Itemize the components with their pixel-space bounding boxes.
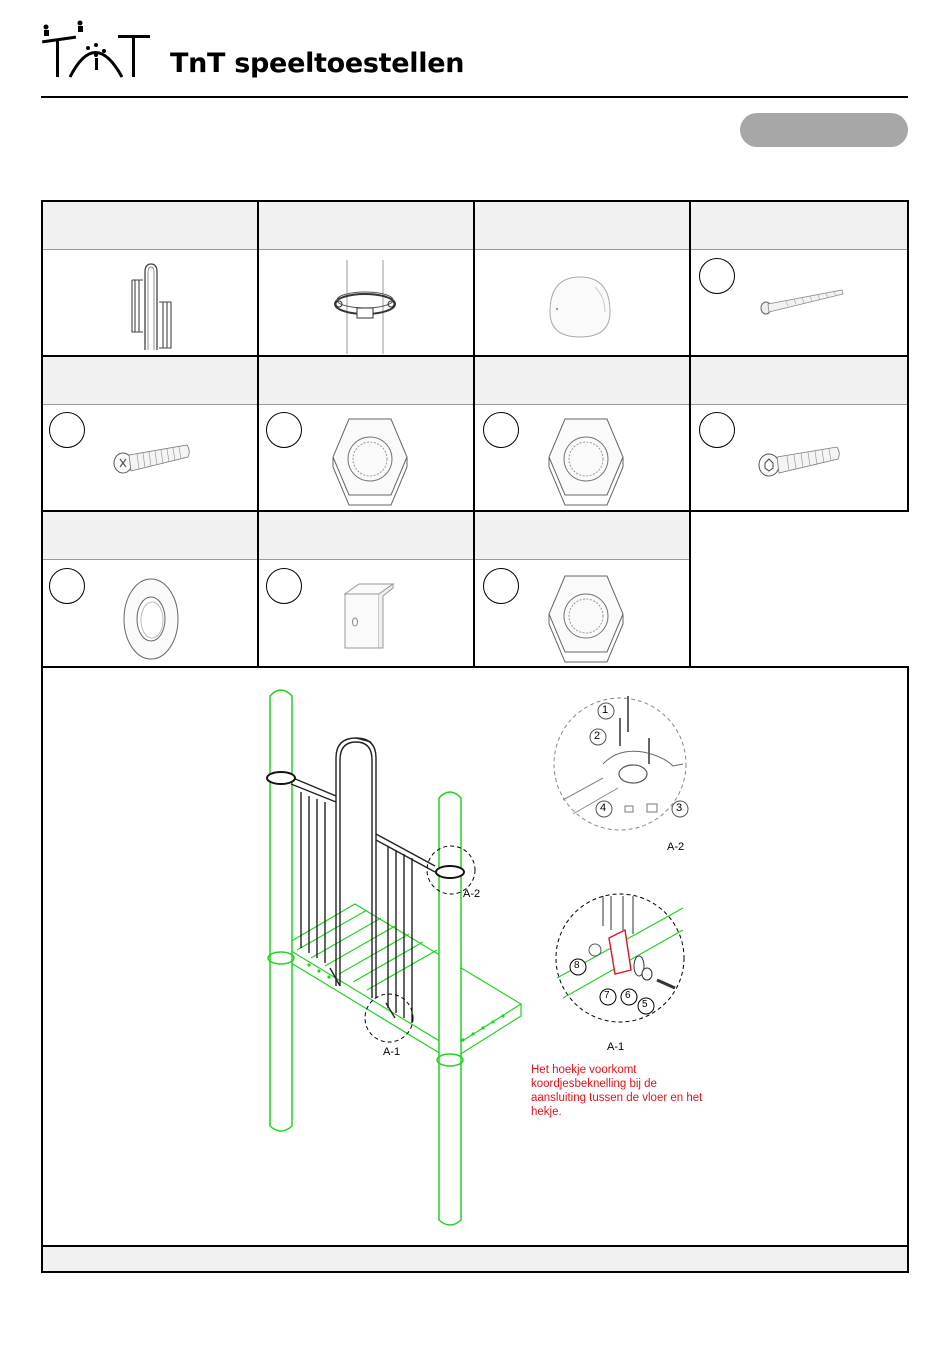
detail-a1-label: A-1 <box>607 1041 625 1053</box>
detail-a2 <box>554 696 688 830</box>
hex-nut-icon <box>329 415 409 507</box>
part-header <box>475 357 689 405</box>
left-pole <box>268 690 294 1131</box>
socket-bolt-icon <box>757 441 843 481</box>
right-pole <box>437 792 463 1225</box>
part-header <box>475 202 689 250</box>
part-header <box>259 202 473 250</box>
part-cell-hex-nut <box>257 355 475 512</box>
part-number-circle <box>49 568 85 604</box>
a2-number-4: 4 <box>600 802 607 814</box>
part-cell-hex-nut <box>473 510 691 668</box>
part-header <box>43 202 257 250</box>
brand-title: TnT speeltoestellen <box>170 48 465 79</box>
part-header <box>475 512 689 560</box>
washer-icon <box>119 574 183 664</box>
long-bolt-icon <box>756 282 846 322</box>
logo-graphic <box>40 18 155 80</box>
a1-number-5: 5 <box>642 999 648 1010</box>
floor-holes <box>307 963 504 1041</box>
detail-a2-label: A-2 <box>667 841 685 853</box>
bracket-warning-note <box>531 1063 721 1119</box>
part-number-circle <box>266 412 302 448</box>
part-header <box>691 357 907 405</box>
warning-line: hekje. <box>531 1106 562 1118</box>
footer-bar <box>41 1245 909 1273</box>
a1-number-8: 8 <box>574 960 580 971</box>
part-number-circle <box>699 258 735 294</box>
floor-platform <box>283 904 521 1060</box>
part-cell-socket-bolt <box>689 355 909 512</box>
callout-a1-circle <box>365 994 413 1042</box>
a2-number-3: 3 <box>676 802 683 814</box>
part-cell-washer <box>41 510 259 668</box>
part-cell-pipe-clamp <box>257 200 475 357</box>
part-cell-torx-bolt <box>41 355 259 512</box>
part-cell-gate-frame <box>41 200 259 357</box>
pipe-clamps <box>267 772 464 878</box>
torx-bolt-icon <box>111 439 193 479</box>
part-number-circle <box>699 412 735 448</box>
part-header <box>691 202 907 250</box>
assembly-drawing <box>43 668 907 1245</box>
part-number-circle <box>266 568 302 604</box>
part-cell-angle-bracket <box>257 510 475 668</box>
detail-a1 <box>556 894 684 1022</box>
a2-number-2: 2 <box>594 730 601 742</box>
part-number-circle <box>483 568 519 604</box>
hex-nut-icon <box>545 572 625 664</box>
gate-frame-icon <box>123 260 183 352</box>
a1-number-7: 7 <box>604 990 610 1001</box>
header-divider <box>41 96 908 98</box>
part-cell-long-bolt <box>689 200 909 357</box>
gate-frame <box>291 738 435 1023</box>
brand-logo <box>40 18 155 80</box>
a1-number-6: 6 <box>625 990 631 1001</box>
warning-line: aansluiting tussen de vloer en het <box>531 1092 703 1104</box>
part-header <box>43 357 257 405</box>
step-badge <box>740 113 908 147</box>
part-cell-dome-cap <box>473 200 691 357</box>
pipe-clamp-icon <box>327 260 407 354</box>
warning-line: koordjesbeknelling bij de <box>531 1078 657 1090</box>
angle-bracket-icon <box>339 578 399 654</box>
callout-a2-label: A-2 <box>463 888 481 900</box>
part-header <box>43 512 257 560</box>
warning-line: Het hoekje voorkomt <box>531 1064 637 1076</box>
part-cell-hex-nut <box>473 355 691 512</box>
assembly-diagram <box>41 666 909 1247</box>
part-number-circle <box>49 412 85 448</box>
a2-number-1: 1 <box>602 704 609 716</box>
dome-cap-icon <box>545 272 615 342</box>
part-number-circle <box>483 412 519 448</box>
part-header <box>259 512 473 560</box>
hex-nut-icon <box>545 415 625 507</box>
part-header <box>259 357 473 405</box>
callout-a1-label: A-1 <box>383 1046 401 1058</box>
